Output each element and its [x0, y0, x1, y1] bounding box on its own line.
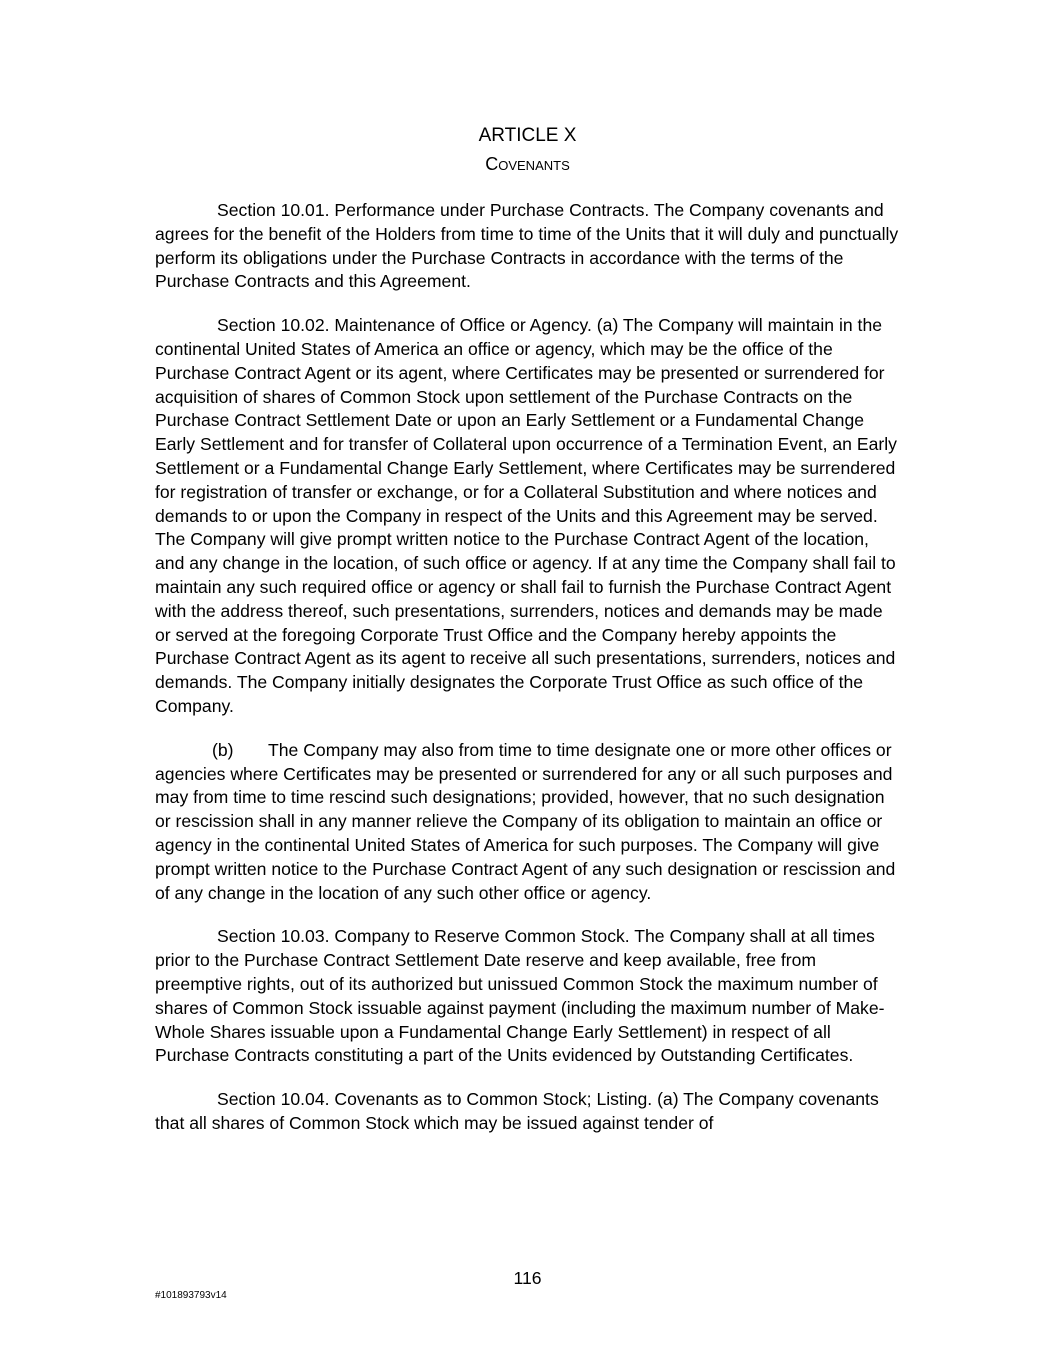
section-10-02-b-paragraph: [155, 739, 900, 906]
article-title: ARTICLE X: [478, 125, 577, 146]
subsection-label: (b): [212, 739, 234, 760]
article-subtitle: Covenants: [485, 154, 570, 174]
section-10-04-paragraph: Section 10.04. Covenants as to Common Stock; Listing. (a) The Company covenants that all shares of Common Stock which may be issued against tender of: [155, 1089, 879, 1133]
document-body: [155, 199, 900, 1156]
page-number: 116: [513, 1268, 542, 1288]
section-10-02-a-paragraph: Section 10.02. Maintenance of Office or Agency. (a) The Company will maintain in the continental United States of America an office or agency, which may be the office of the Purchase Contract Agent or its agent, where Certificates may be presented or surrendered for acquisition of shares of Common Stock upon settlement of the Purchase Contracts on the Purchase Contract Settlement Date or upon an Early Settlement or a Fundamental Change Early Settlement and for transfer of Collateral upon occurrence of a Termination Event, an Early Settlement or a Fundamental Change Early Settlement, where Certificates may be surrendered for registration of transfer or exchange, or for a Collateral Substitution and where notices and demands to or upon the Company in respect of the Units and this Agreement may be served. The Company will give prompt written notice to the Purchase Contract Agent of the location, and any change in the location, of such office or agency. If at any time the Company shall fail to maintain any such required office or agency or shall fail to furnish the Purchase Contract Agent with the address thereof, such presentations, surrenders, notices and demands may be made or served at the foregoing Corporate Trust Office and the Company hereby appoints the Purchase Contract Agent as its agent to receive all such presentations, surrenders, notices and demands. The Company initially designates the Corporate Trust Office as such office of the Company.: [155, 315, 897, 716]
document-id: #101893793v14: [155, 1290, 227, 1301]
section-10-03-paragraph: Section 10.03. Company to Reserve Common Stock. The Company shall at all times prior to the Purchase Contract Settlement Date reserve and keep available, free from preemptive rights, out of its authorized but unissued Common Stock the maximum number of shares of Common Stock issuable against payment (including the maximum number of Make-Whole Shares issuable upon a Fundamental Change Early Settlement) in respect of all Purchase Contracts constituting a part of the Units evidenced by Outstanding Certificates.: [155, 926, 885, 1066]
subsection-text: The Company may also from time to time designate one or more other offices or agencies where Certificates may be presented or surrendered for any or all such purposes and may from time to time rescind such designations; provided, however, that no such designation or rescission shall in any manner relieve the Company of its obligation to maintain an office or agency in the continental United States of America for such purposes. The Company will give prompt written notice to the Purchase Contract Agent of any such designation or rescission and of any change in the location of any such other office or agency.: [155, 739, 896, 903]
section-10-01-paragraph: Section 10.01. Performance under Purchase Contracts. The Company covenants and agrees for the benefit of the Holders from time to time of the Units that it will duly and punctually perform its obligations under the Purchase Contracts in accordance with the terms of the Purchase Contracts and this Agreement.: [155, 200, 899, 292]
